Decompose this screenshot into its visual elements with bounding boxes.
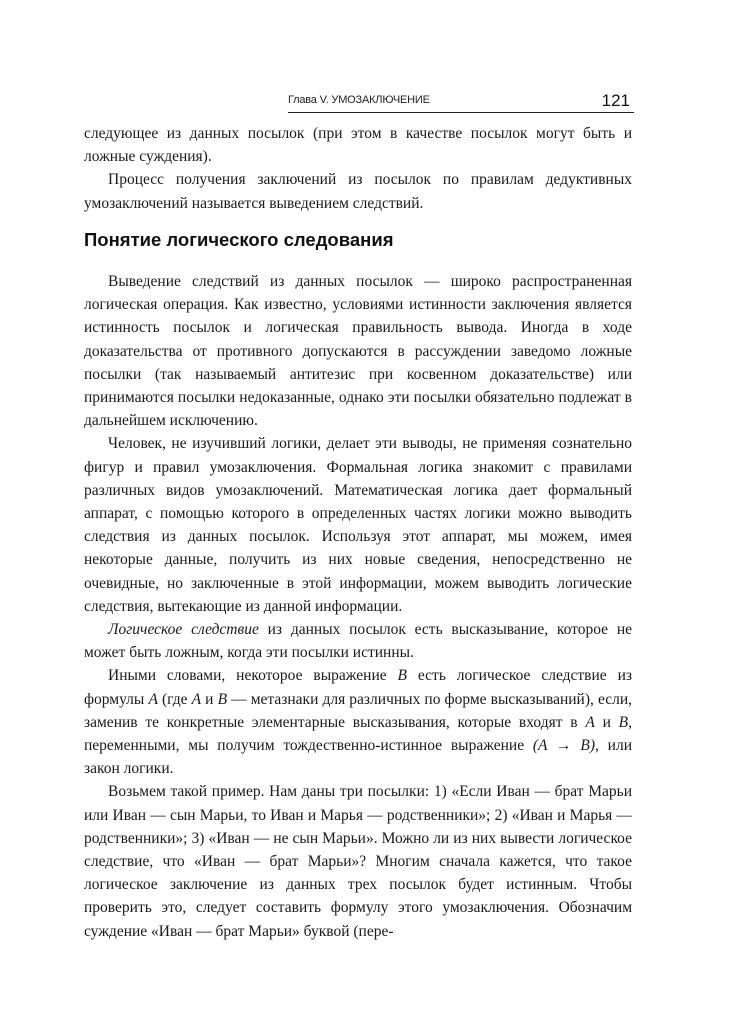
paragraph: Процесс получения заключений из посылок по правилам дедуктивных умозаключений называется выведением следствий. — [84, 171, 632, 212]
paragraph: Человек, не изучивший логики, делает эти выводы, не применяя сознательно фигур и правил умозаключения. Формальная логика знакомит с правилами различных видов умозаключений. Математическая логика дает формальный аппарат, с помощью которого в определенных частях логики можно выводить следствия из данных посылок. Используя этот аппарат, мы можем, имея некоторые данные, получить из них новые сведения, непосредственно не очевидные, но заключенные в этой информации, можем выводить логические следствия, вытекающие из данной информации. — [84, 435, 632, 615]
text-fragment: (где — [157, 690, 192, 708]
running-title: Глава V. УМОЗАКЛЮЧЕНИЕ — [288, 94, 430, 106]
metasign-b: B — [217, 690, 228, 708]
text-fragment: — метазнаки для различных по форме высказываний), если, заменив те конкретные элементарные высказывания, которые входят в — [84, 690, 633, 731]
text-fragment: есть логическое следствие из формулы — [84, 667, 632, 708]
formula-paragraph — [84, 664, 632, 780]
paragraph: Возьмем такой пример. Нам даны три посылки: 1) «Если Иван — брат Марьи или Иван — сын Марьи, то Иван и Марья — родственники»; 2) «Иван и Марья — родственники»; 3) «Иван — не сын Марьи». Можно ли из них вывести логическое следствие, что «Иван — брат Марьи»? Многим сначала кажется, что такое логическое заключение из данных трех посылок будет истинным. Чтобы проверить это, следует составить формулу этого умозаключения. Обозначим суждение «Иван — брат Марьи» буквой (пере- — [84, 783, 632, 940]
paragraph: Выведение следствий из данных посылок — широко распространенная логическая операция. Как известно, условиями истинности заключения является истинность посылок и логическая правильность вывода. Иногда в ходе доказательства от противного допускаются в рассуждении заведомо ложные посылки (так называемый антитезис при косвенном доказательстве) или принимаются посылки недоказанные, однако эти посылки обязательно подлежат в дальнейшем исключению. — [84, 273, 632, 430]
section-heading: Понятие логического следования — [84, 229, 394, 250]
metasign-a: A — [585, 713, 595, 731]
definition-text: из данных посылок есть высказывание, которое не может быть ложным, когда эти посылки истинны. — [84, 621, 632, 662]
running-header — [288, 91, 634, 113]
page-number: 121 — [601, 91, 630, 110]
text-fragment: и — [201, 690, 218, 708]
metasign-b: B — [618, 713, 629, 731]
metasign-b: B — [397, 667, 407, 685]
paragraph: следующее из данных посылок (при этом в качестве посылок могут быть и ложные суждения). — [84, 125, 632, 166]
text-fragment: , или закон логики. — [84, 737, 632, 778]
section-body — [84, 270, 632, 943]
text-fragment: и — [594, 713, 619, 731]
metasign-a: A — [148, 690, 158, 708]
text-fragment: Иными словами, некоторое выражение — [108, 667, 398, 685]
text-fragment: , переменными, мы получим тождественно-истинное выражение — [84, 713, 633, 755]
definition-paragraph — [84, 618, 632, 664]
intro-text — [84, 122, 632, 215]
metasign-a: A — [191, 690, 202, 708]
defined-term: Логическое следствие — [108, 621, 259, 639]
implication-formula: (A → B) — [532, 737, 595, 755]
